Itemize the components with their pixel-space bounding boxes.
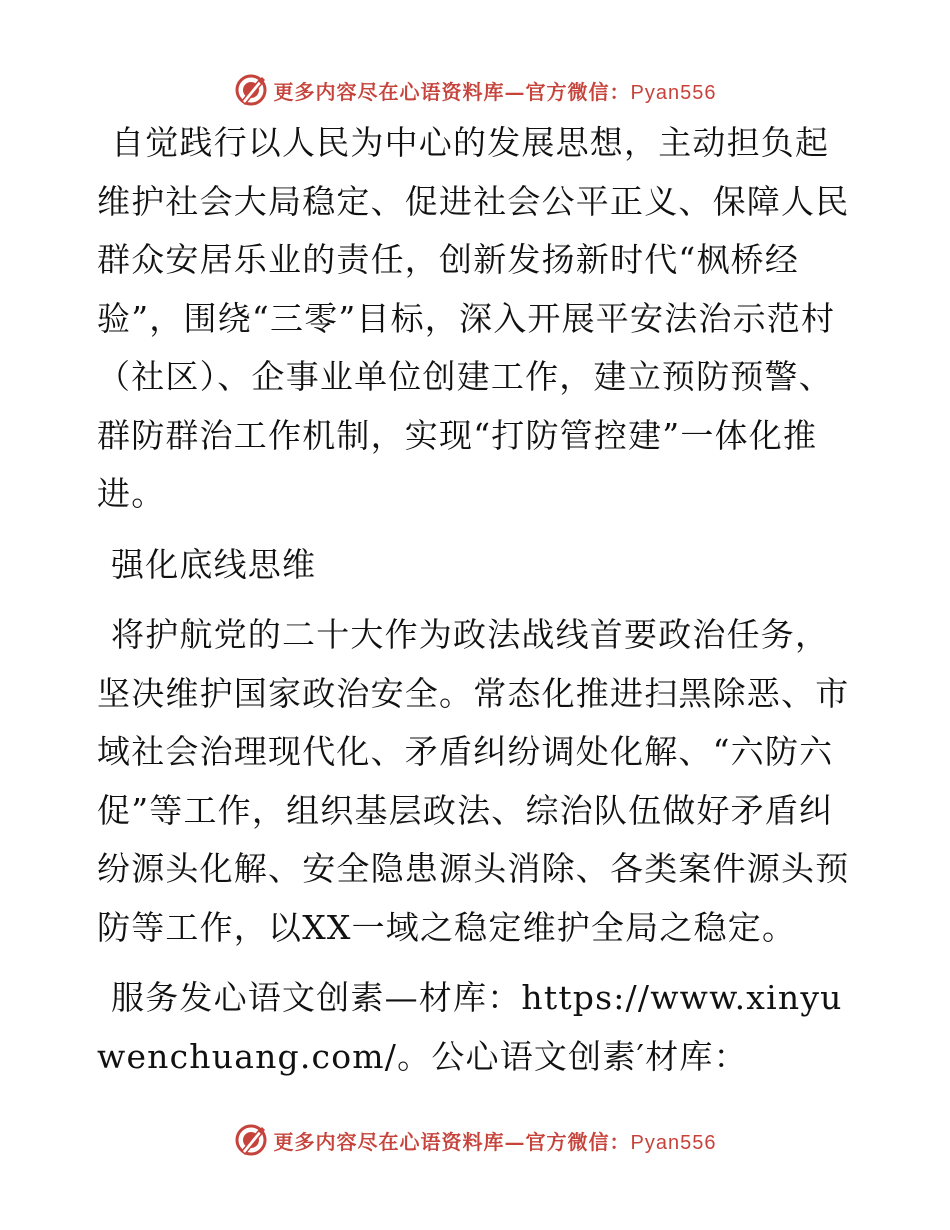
pen-logo-icon bbox=[234, 1123, 268, 1157]
header-watermark bbox=[0, 70, 950, 110]
banner-account: Pyan556 bbox=[630, 81, 717, 104]
paragraph-1: 自觉践行以人民为中心的发展思想，主动担负起维护社会大局稳定、促进社会公平正义、保障人民群众安居乐业的责任，创新发扬新时代“枫桥经验”，围绕“三零”目标，深入开展平安法治示范村（社区）、企事业单位创建工作，建立预防预警、群防群治工作机制，实现“打防管控建”一体化推进。 bbox=[97, 123, 850, 513]
footer-watermark bbox=[0, 1120, 950, 1160]
document-body bbox=[97, 114, 857, 1086]
paragraph-2: 将护航党的二十大作为政法战线首要政治任务，坚决维护国家政治安全。常态化推进扫黑除恶、市域社会治理现代化、矛盾纠纷调处化解、“六防六促”等工作，组织基层政法、综治队伍做好矛盾纠纷源头化解、安全隐患源头消除、各类案件源头预防等工作，以XX一域之稳定维护全局之稳定。 bbox=[97, 615, 850, 947]
paragraph-3-link-text: 服务发心语文创素—材库：https://www.xinyuwenchuang.com/。公心语文创素′材库： bbox=[97, 978, 843, 1076]
banner-text: 更多内容尽在心语资料库—官方微信： bbox=[273, 1129, 631, 1154]
banner-text: 更多内容尽在心语资料库—官方微信： bbox=[273, 79, 631, 104]
pen-logo-icon bbox=[234, 73, 268, 107]
section-heading: 强化底线思维 bbox=[111, 544, 317, 584]
banner-account: Pyan556 bbox=[630, 1131, 717, 1154]
